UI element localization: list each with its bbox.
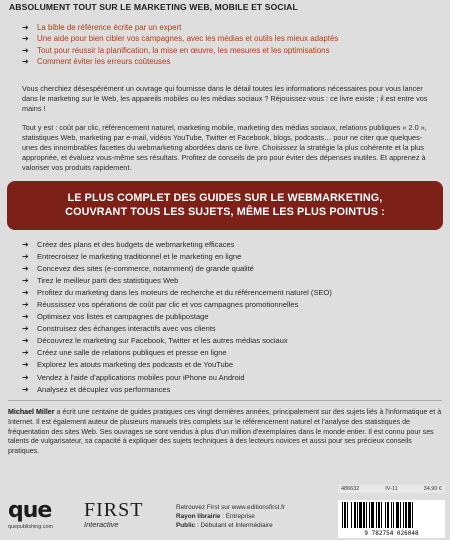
publisher-info: [176, 503, 326, 530]
arrow-icon: ➔: [22, 34, 29, 44]
arrow-icon: ➔: [22, 56, 29, 66]
public-label: Public: [176, 522, 196, 529]
first-logo-text: FIRST: [84, 499, 144, 521]
headline: [9, 2, 449, 12]
que-url: quepublishing.com: [8, 524, 53, 530]
list-item: ➔ Profitez du marketing dans les moteurs de recherche et du référencement naturel (SEO): [22, 287, 442, 299]
arrow-icon: ➔: [22, 324, 29, 334]
list-item: ➔ Tout pour réussir la planification, la mise en œuvre, les mesures et les optimisations: [22, 45, 330, 55]
list-item: ➔ Réussissez vos opérations de coût par clic et vos campagnes promotionnelles: [22, 299, 442, 311]
arrow-icon: ➔: [22, 336, 29, 346]
rayon-value: : Entreprise: [220, 513, 255, 520]
list-item: ➔ Tirez le meilleur parti des statistiques Web: [22, 275, 442, 287]
arrow-icon: ➔: [22, 240, 29, 249]
author-bio-text: a écrit une centaine de guides pratiques ces vingt dernières années, principalement sur des sujets liés à l'informatique et à Internet. Il est également auteur de plusieurs manuels très complets sur le référencement naturel et l'analyse des statistiques de fréquentation des sites Web. Ses ouvrages se sont vendus à plus d'un million d'exemplaires dans le monde entier. Il est connu pour ses talents de vulgarisateur, sa capacité à expliquer des sujets techniques à des lecteurs novices et aussi pour ses précieux conseils pratiques.: [8, 408, 442, 456]
feature-bullet-list: [22, 239, 442, 396]
rayon-label: Rayon librairie: [176, 513, 221, 520]
que-logo: [8, 500, 78, 538]
list-item: ➔ Créez une salle de relations publiques et presse en ligne: [22, 347, 442, 359]
list-item: ➔ Concevez des sites (e-commerce, notamment) de grande qualité: [22, 263, 442, 275]
list-item: ➔ La bible de référence écrite par un expert: [22, 23, 182, 32]
arrow-icon: ➔: [22, 372, 29, 382]
list-item: ➔ Découvrez le marketing sur Facebook, Twitter et les autres médias sociaux: [22, 335, 442, 347]
barcode-bars: [342, 502, 441, 528]
list-item: ➔ Construisez des échanges interactifs avec vos clients: [22, 323, 442, 335]
arrow-icon: ➔: [22, 23, 29, 32]
first-logo-sub: Interactive: [84, 520, 119, 529]
author-name: Michael Miller: [8, 408, 55, 416]
barcode-bar: [413, 502, 415, 528]
intro-text: [22, 84, 436, 182]
headline-rest: TOUT SUR LE MARKETING WEB, MOBILE ET SOCIAL: [70, 2, 298, 12]
list-item: ➔ Vendez à l'aide d'applications mobiles pour iPhone ou Android: [22, 372, 442, 384]
author-bio: [8, 408, 442, 457]
product-code: 486632: [341, 486, 360, 492]
feature-banner: [7, 181, 443, 230]
top-bullet-list: [22, 22, 442, 67]
list-item: ➔ Optimisez vos listes et campagnes de publipostage: [22, 311, 442, 323]
list-item: ➔ Analysez et décuplez vos performances: [22, 384, 442, 396]
list-item: ➔ Explorez les atouts marketing des podcasts et de YouTube: [22, 359, 442, 371]
price: 34,90 €: [423, 486, 442, 492]
arrow-icon: ➔: [22, 312, 29, 322]
arrow-icon: ➔: [22, 348, 29, 358]
arrow-icon: ➔: [22, 300, 29, 310]
first-interactive-logo: [84, 500, 154, 538]
list-item: ➔ Créez des plans et des budgets de webmarketing efficaces: [22, 239, 442, 251]
banner-line: COUVRANT TOUS LES SUJETS, MÊME LES PLUS POINTUS :: [65, 205, 385, 218]
ean-number: 9 782754 026048: [364, 530, 419, 537]
arrow-icon: ➔: [22, 360, 29, 370]
divider: [8, 400, 442, 401]
arrow-icon: ➔: [22, 252, 29, 262]
list-item: ➔ Une aide pour bien cibler vos campagnes, avec les médias et outils les mieux adaptés: [22, 34, 339, 44]
list-item: ➔ Entrecroisez le marketing traditionnel et le marketing en ligne: [22, 251, 442, 263]
barcode: [338, 500, 445, 538]
intro-paragraph: Vous cherchiez désespérément un ouvrage qui fournisse dans le détail toutes les informations nécessaires pour vous lancer dans le marketing sur le Web, les appareils mobiles ou les médias sociaux ? Réjouissez-vous : ce livre existe ; il est entre vos mains !: [22, 84, 428, 114]
arrow-icon: ➔: [22, 264, 29, 274]
intro-paragraph: Tout y est : coût par clic, référencement naturel, marketing mobile, marketing des médias sociaux, relations publiques « 2.0 », statistiques Web, marketing par e-mail, vidéos YouTube, Twitter et Facebook, blogs, podcasts… pour ne citer que quelques-unes des innombrables facettes du webmarketing abordées dans ce livre. Choisissez la stratégie la plus cohérente et la plus appropriée, et évaluez vous-même ses résultats. Profitez de conseils de pro pour éviter des dépenses inutiles. Et apprenez à valoriser vos produits rapidement.: [22, 122, 427, 173]
headline-lead: ABSOLUMENT: [9, 2, 71, 12]
que-logo-text: que: [8, 498, 52, 523]
list-item: ➔ Comment éviter les erreurs coûteuses: [22, 56, 171, 66]
banner-line: LE PLUS COMPLET DES GUIDES SUR LE WEBMARKETING,: [67, 192, 383, 204]
arrow-icon: ➔: [22, 276, 29, 286]
price-row: [338, 485, 445, 493]
arrow-icon: ➔: [22, 45, 29, 55]
public-value: : Débutant et Intermédiaire: [195, 522, 273, 529]
site-line: Retrouvez First sur www.editionsfirst.fr: [176, 504, 286, 511]
edition-code: IV-11: [385, 486, 398, 492]
arrow-icon: ➔: [22, 384, 29, 394]
arrow-icon: ➔: [22, 288, 29, 298]
